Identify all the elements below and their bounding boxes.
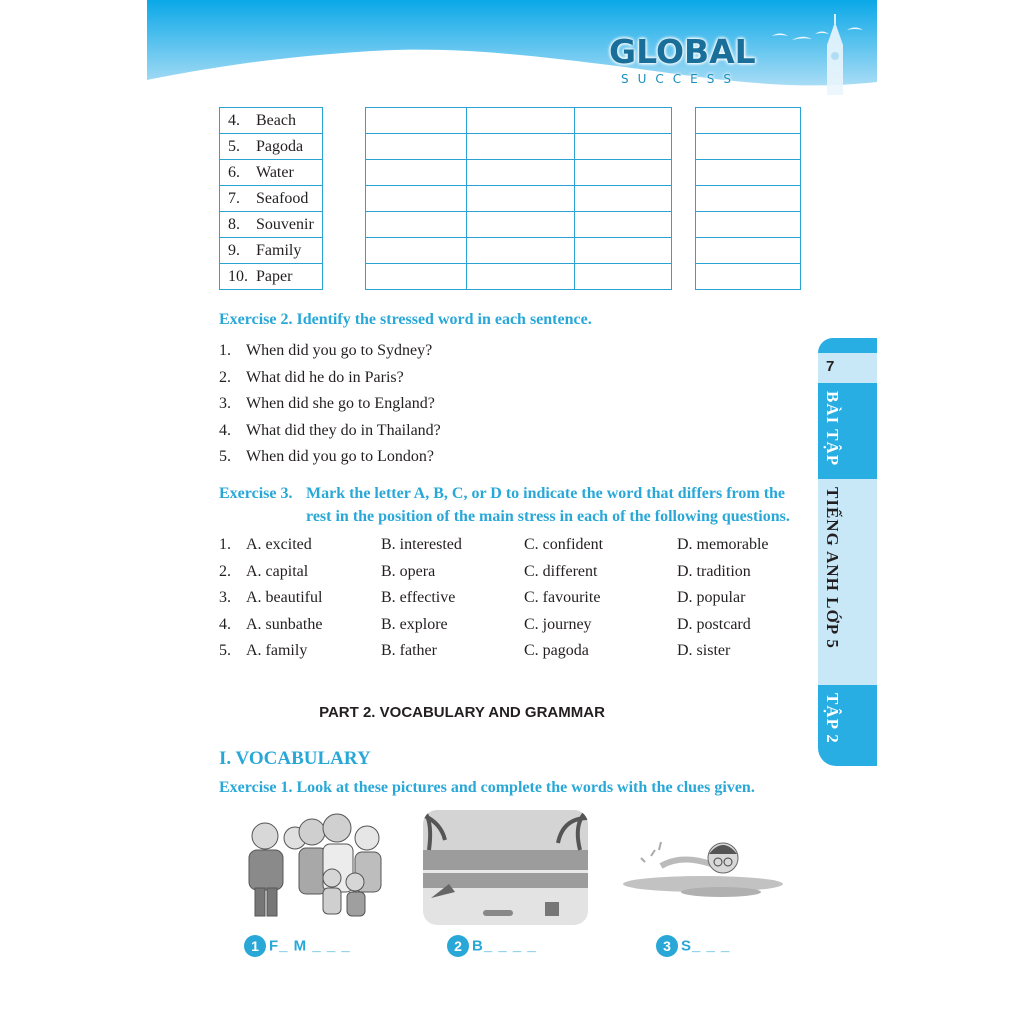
number-badge: 2: [447, 935, 469, 957]
table-row: [366, 264, 672, 290]
option-a: A. family: [246, 642, 308, 659]
workbook-page: GLOBAL SUCCESS 4. Beach 5. Pagoda 6. Water 7. Seafood 8. Souvenir 9. Family 10. Paper Exercise 2. Identify the stressed word in each sentence. 1. When did you go to Sydney? 2. What did he do in Paris? 3. When did she go to England? 4. What did they do in Thailand? 5. When did you go to London? Exercise 3. Mark the letter A, B, C, or D to indicate the word that differs from the rest in the position of the main stress in each of the following questions. 1. A. excited B. interested C. confident D. memorable 2. A. capital B. opera C. different D. tradition 3. A. beautiful B. effective C. favourite D. popular 4. A. sunbathe B. explore C. journey D. postcard 5. A. family B. father C. pagoda D. sister PART 2. VOCABULARY AND GRAMMAR I. VOCABULARY Exercise 1. Look at these pictures and complete the words with the clues given. 1 F_ M _ _ _ 2 B_ _ _ _ 3 S_ _ _ 7 BÀI TẬP TIẾNG ANH LỚP 5 TẬP 2: [147, 0, 877, 1024]
answer-cell: [696, 212, 801, 238]
table-row: [220, 264, 323, 290]
option-d: D. memorable: [677, 536, 769, 553]
option-d: D. postcard: [677, 615, 751, 633]
option-a: A. sunbathe: [246, 615, 323, 633]
answer-grid-syllables: [365, 107, 672, 290]
answer-cell: [467, 160, 575, 186]
side-tab: [818, 338, 877, 766]
option-b: B. explore: [381, 615, 448, 633]
word-cell: 4. Beach: [220, 108, 323, 134]
part2-heading: PART 2. VOCABULARY AND GRAMMAR: [319, 704, 605, 721]
answer-cell: [575, 186, 672, 212]
words-table: [219, 107, 323, 290]
option-d: D. tradition: [677, 562, 751, 580]
option-a: A. excited: [246, 536, 312, 553]
option-b: B. father: [381, 642, 437, 659]
answer-cell: [575, 108, 672, 134]
exercise3-title: Exercise 3. Mark the letter A, B, C, or D to indicate the word that differs from the rest in the position of the main stress in each of the following questions.: [219, 485, 790, 525]
tab-label-tieng-anh: TIẾNG ANH LỚP 5: [823, 487, 842, 649]
table-row: [220, 134, 323, 160]
option-a: A. capital: [246, 562, 309, 580]
list-item: 4. What did they do in Thailand?: [219, 421, 441, 439]
word-cell: 8. Souvenir: [220, 212, 323, 238]
option-b: B. effective: [381, 589, 456, 606]
exercise1-title: Exercise 1. Look at these pictures and complete the words with the clues given.: [219, 779, 755, 796]
answer-cell: [696, 238, 801, 264]
answer-cell: [366, 264, 467, 290]
exercise2-list: [219, 338, 441, 471]
table-row: [696, 108, 801, 134]
answer-cell: [467, 134, 575, 160]
table-row: [696, 238, 801, 264]
picture-clue-2: 2 B_ _ _ _: [447, 935, 537, 957]
option-d: D. sister: [677, 642, 731, 659]
table-row: [696, 134, 801, 160]
answer-cell: [366, 238, 467, 264]
answer-cell: [366, 160, 467, 186]
table-row: [220, 160, 323, 186]
page-header: [147, 0, 877, 100]
table-row: [366, 186, 672, 212]
answer-cell: [575, 160, 672, 186]
number-badge: 1: [244, 935, 266, 957]
page-number: 7: [818, 353, 877, 383]
list-item: 2. What did he do in Paris?: [219, 368, 404, 386]
answer-cell: [366, 108, 467, 134]
answer-cell: [366, 186, 467, 212]
answer-cell: [467, 238, 575, 264]
answer-cell: [467, 264, 575, 290]
table-row: [696, 160, 801, 186]
header-wave-background: [147, 0, 877, 100]
answer-cell: [575, 238, 672, 264]
answer-cell: [696, 108, 801, 134]
number-badge: 3: [656, 935, 678, 957]
answer-cell: [467, 186, 575, 212]
option-c: C. pagoda: [524, 642, 589, 659]
answer-cell: [696, 160, 801, 186]
word-cell: 10. Paper: [220, 264, 323, 290]
swimming-picture-icon: [621, 836, 786, 906]
table-row: [696, 186, 801, 212]
answer-grid-stress: [695, 107, 801, 290]
beach-picture-icon: [423, 810, 588, 925]
table-row: [366, 212, 672, 238]
answer-cell: [696, 134, 801, 160]
table-row: [366, 160, 672, 186]
answer-cell: [575, 212, 672, 238]
picture-clue-1: 1 F_ M _ _ _: [244, 935, 351, 957]
option-b: B. interested: [381, 536, 462, 553]
answer-cell: [575, 264, 672, 290]
vocabulary-heading: I. VOCABULARY: [219, 748, 371, 769]
exercise2-title: Exercise 2. Identify the stressed word in each sentence.: [219, 311, 592, 328]
picture-clue-3: 3 S_ _ _: [656, 935, 730, 957]
answer-cell: [366, 134, 467, 160]
table-row: [366, 108, 672, 134]
table-row: [220, 186, 323, 212]
list-item: 5. When did you go to London?: [219, 448, 434, 465]
tab-label-bai-tap: BÀI TẬP: [823, 391, 842, 467]
table-row: [220, 108, 323, 134]
option-c: C. favourite: [524, 589, 601, 606]
option-c: C. journey: [524, 615, 592, 633]
word-cell: 5. Pagoda: [220, 134, 323, 160]
table-row: [696, 212, 801, 238]
answer-cell: [696, 264, 801, 290]
table-row: [366, 238, 672, 264]
table-row: [696, 264, 801, 290]
answer-cell: [575, 134, 672, 160]
answer-cell: [467, 108, 575, 134]
option-d: D. popular: [677, 589, 746, 606]
word-cell: 7. Seafood: [220, 186, 323, 212]
answer-cell: [366, 212, 467, 238]
word-cell: 9. Family: [220, 238, 323, 264]
global-success-logo: GLOBAL SUCCESS: [609, 32, 756, 86]
answer-cell: [467, 212, 575, 238]
tab-label-tap-2: TẬP 2: [823, 693, 842, 744]
table-row: [220, 238, 323, 264]
option-c: C. confident: [524, 536, 604, 553]
answer-cell: [696, 186, 801, 212]
list-item: 1. When did you go to Sydney?: [219, 342, 433, 359]
table-row: [220, 212, 323, 238]
option-c: C. different: [524, 562, 598, 580]
list-item: 3. When did she go to England?: [219, 395, 435, 412]
option-a: A. beautiful: [246, 589, 323, 606]
table-row: [366, 134, 672, 160]
word-cell: 6. Water: [220, 160, 323, 186]
family-picture-icon: [237, 808, 387, 923]
option-b: B. opera: [381, 562, 436, 580]
